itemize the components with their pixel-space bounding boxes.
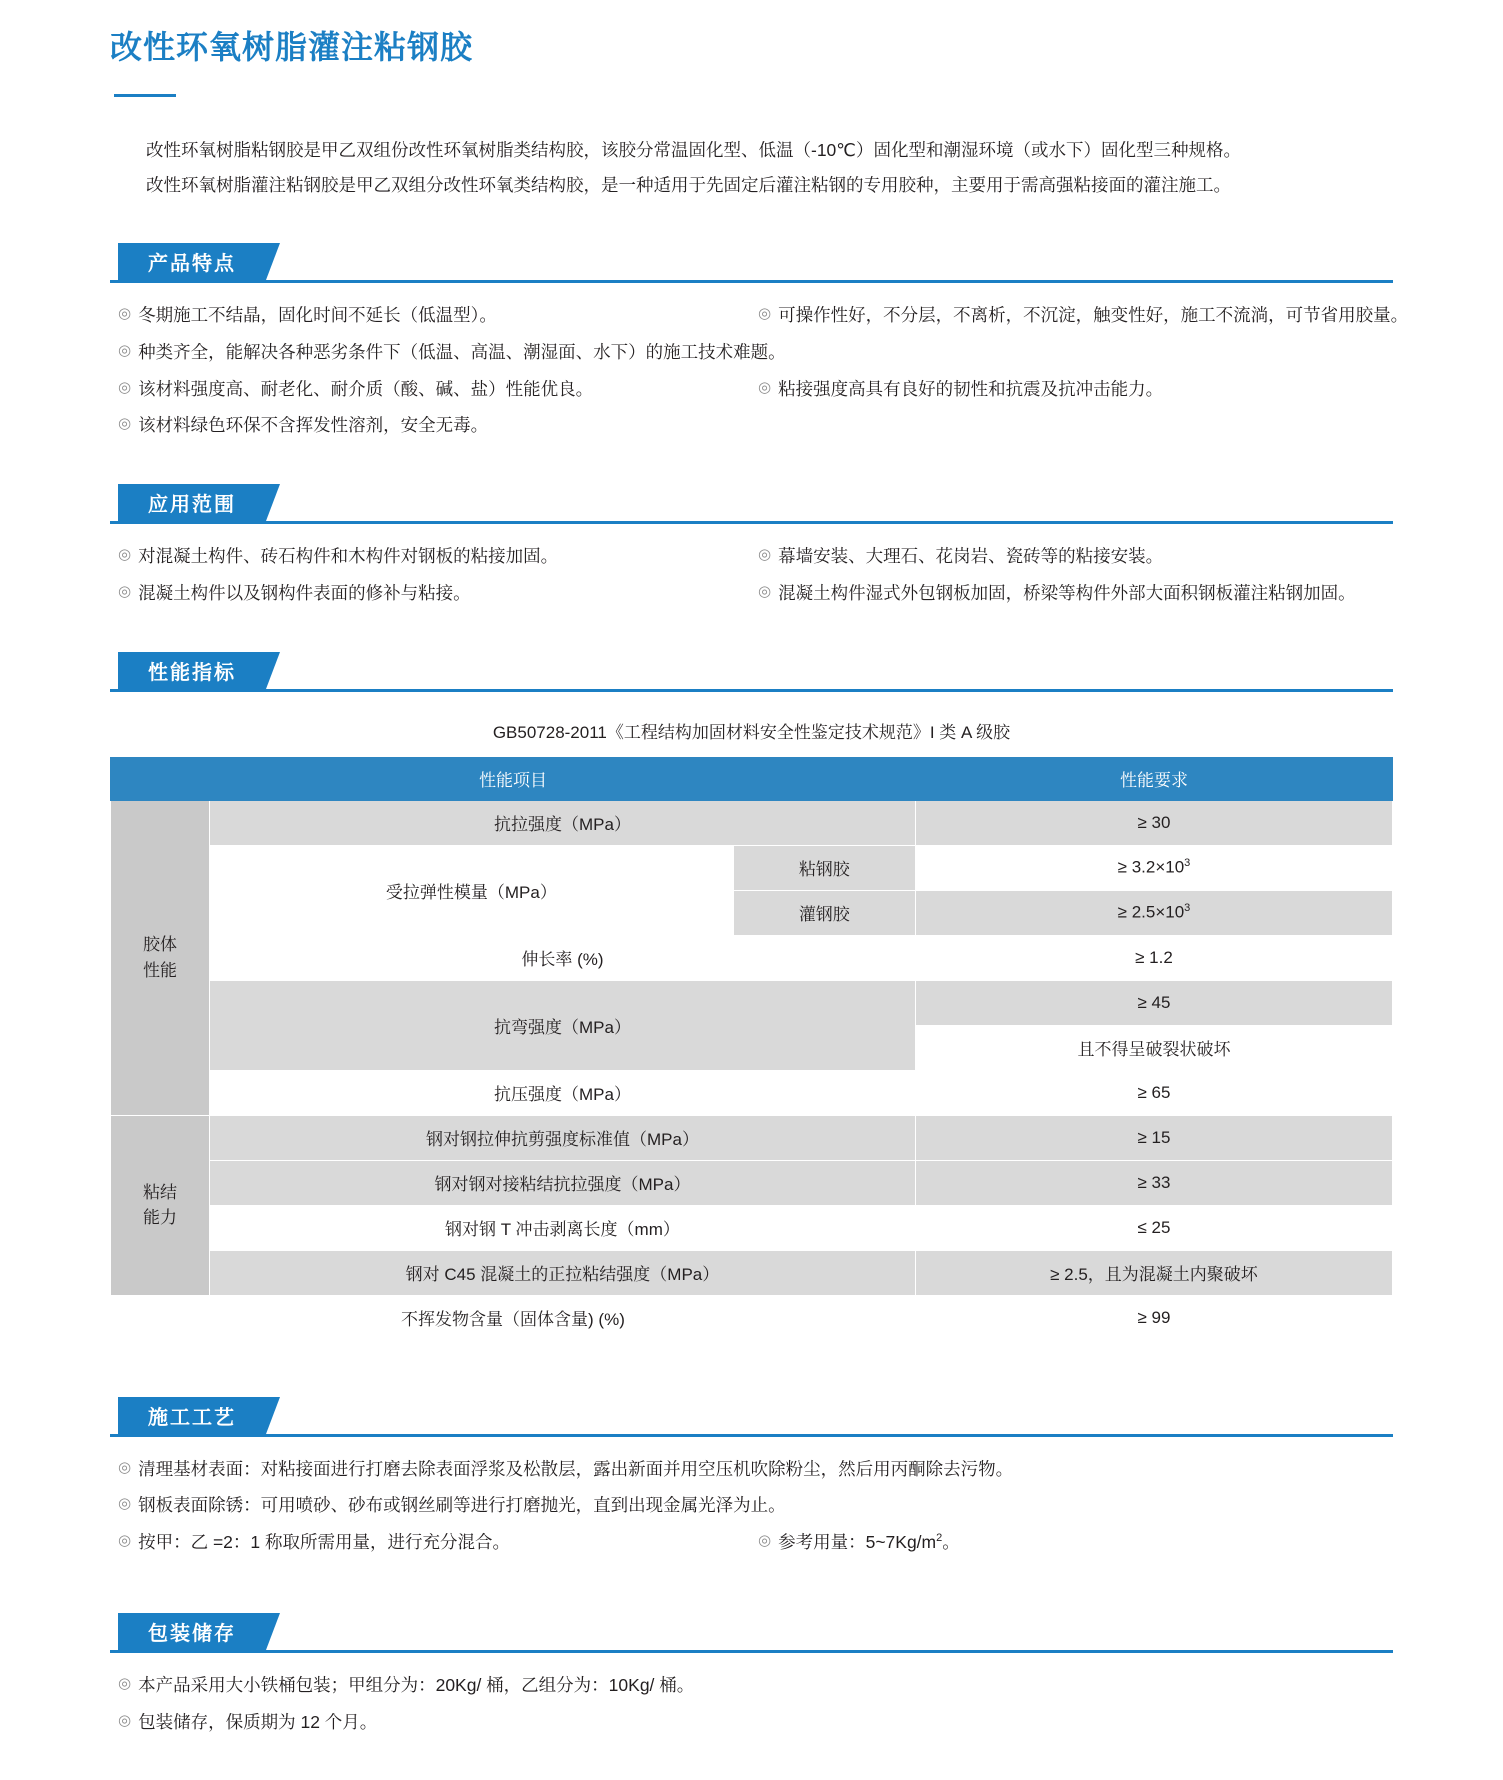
process-text: 清理基材表面：对粘接面进行打磨去除表面浮浆及松散层，露出新面并用空压机吹除粉尘，然后用丙酮除去污物。 xyxy=(138,1458,1014,1479)
bullet-icon: ◎ xyxy=(118,546,132,563)
table-row xyxy=(111,935,1393,980)
section-underline xyxy=(110,1434,1393,1437)
cell-item: 钢对钢对接粘结抗拉强度（MPa） xyxy=(210,1160,916,1205)
standard-reference: GB50728-2011《工程结构加固材料安全性鉴定技术规范》I 类 A 级胶 xyxy=(492,722,1011,742)
feature-text: 冬期施工不结晶，固化时间不延长（低温型）。 xyxy=(138,305,497,325)
feature-text: 可操作性好，不分层，不离析，不沉淀，触变性好，施工不流淌，可节省用胶量。 xyxy=(778,305,1409,325)
packaging-text: 包装储存，保质期为 12 个月。 xyxy=(138,1711,378,1732)
column-header-item: 性能项目 xyxy=(111,757,916,800)
performance-table xyxy=(110,757,1393,1341)
section-header-performance xyxy=(110,652,1393,692)
bullet-icon: ◎ xyxy=(118,305,132,322)
list-item xyxy=(118,1451,1393,1488)
bullet-icon: ◎ xyxy=(118,1711,132,1729)
packaging-text: 本产品采用大小铁桶包装；甲组分为：20Kg/ 桶，乙组分为：10Kg/ 桶。 xyxy=(138,1674,695,1695)
cell-item: 钢对 C45 混凝土的正拉粘结强度（MPa） xyxy=(210,1250,916,1295)
process-list xyxy=(110,1451,1393,1561)
cell-item: 不挥发物含量（固体含量) (%) xyxy=(111,1295,916,1340)
table-row xyxy=(111,1070,1393,1115)
cell-item: 伸长率 (%) xyxy=(210,935,916,980)
cell-value: ≥ 1.2 xyxy=(915,935,1392,980)
cell-subitem: 粘钢胶 xyxy=(733,845,915,890)
bullet-icon: ◎ xyxy=(118,1532,132,1549)
feature-bullet xyxy=(118,297,758,334)
bullet-icon: ◎ xyxy=(118,378,132,396)
section-header-packaging xyxy=(110,1613,1393,1653)
application-bullet xyxy=(758,575,1356,612)
list-item xyxy=(118,1704,1393,1741)
cell-value: ≥ 2.5，且为混凝土内聚破坏 xyxy=(915,1250,1392,1295)
process-text: 按甲：乙 =2：1 称取所需用量，进行充分混合。 xyxy=(138,1532,511,1552)
bullet-icon: ◎ xyxy=(118,415,132,433)
application-bullet xyxy=(758,538,1163,575)
cell-value: ≤ 25 xyxy=(915,1205,1392,1250)
row-group-label-adhesive: 胶体 性能 xyxy=(111,800,210,1115)
section-title-features: 产品特点 xyxy=(118,243,266,280)
process-bullet xyxy=(118,1487,786,1524)
table-row xyxy=(111,1115,1393,1160)
packaging-bullet xyxy=(118,1704,377,1741)
cell-value: ≥ 33 xyxy=(915,1160,1392,1205)
section-underline xyxy=(110,1650,1393,1653)
process-bullet xyxy=(118,1451,1013,1488)
bullet-icon: ◎ xyxy=(758,1532,772,1549)
feature-text: 种类齐全，能解决各种恶劣条件下（低温、高温、潮湿面、水下）的施工技术难题。 xyxy=(138,341,786,362)
cell-item: 受拉弹性模量（MPa） xyxy=(210,845,734,935)
application-list xyxy=(110,538,1393,612)
list-item xyxy=(118,1487,1393,1524)
cell-value: ≥ $2.5\times 10^3$ xyxy=(915,890,1392,935)
intro-paragraphs xyxy=(110,133,1393,203)
bullet-icon: ◎ xyxy=(118,341,132,359)
list-item xyxy=(118,575,1393,612)
column-header-value: 性能要求 xyxy=(915,757,1392,800)
cell-value: ≥ 15 xyxy=(915,1115,1392,1160)
cell-value: ≥ 30 xyxy=(915,800,1392,845)
feature-text: 该材料绿色环保不含挥发性溶剂，安全无毒。 xyxy=(138,415,489,436)
feature-bullet xyxy=(758,371,1163,408)
table-row xyxy=(111,980,1393,1025)
section-underline xyxy=(110,280,1393,283)
cell-value: ≥ 45 xyxy=(915,980,1392,1025)
cell-item: 钢对钢 T 冲击剥离长度（mm） xyxy=(210,1205,916,1250)
cell-item: 抗压强度（MPa） xyxy=(210,1070,916,1115)
packaging-list xyxy=(110,1667,1393,1741)
feature-text: 粘接强度高具有良好的韧性和抗震及抗冲击能力。 xyxy=(778,378,1164,399)
list-item xyxy=(118,1524,1393,1561)
table-header-row xyxy=(111,757,1393,800)
table-header xyxy=(111,757,1393,800)
title-divider xyxy=(114,94,176,97)
feature-bullet xyxy=(118,334,786,371)
section-title-performance: 性能指标 xyxy=(118,652,266,689)
table-row xyxy=(111,1205,1393,1250)
application-text: 对混凝土构件、砖石构件和木构件对钢板的粘接加固。 xyxy=(138,546,559,566)
list-item xyxy=(118,538,1393,575)
application-text: 混凝土构件湿式外包钢板加固，桥梁等构件外部大面积钢板灌注粘钢加固。 xyxy=(778,582,1356,603)
bullet-icon: ◎ xyxy=(118,582,132,600)
bullet-icon: ◎ xyxy=(118,1674,132,1692)
section-header-application xyxy=(110,484,1393,524)
section-header-features xyxy=(110,243,1393,283)
cell-item: 钢对钢拉伸抗剪强度标准值（MPa） xyxy=(210,1115,916,1160)
section-title-process: 施工工艺 xyxy=(118,1397,266,1434)
application-bullet xyxy=(118,575,758,612)
application-bullet xyxy=(118,538,758,575)
list-item xyxy=(118,371,1393,408)
process-bullet xyxy=(758,1524,960,1561)
table-row xyxy=(111,1160,1393,1205)
page-title: 改性环氧树脂灌注粘钢胶 xyxy=(110,29,474,65)
application-text: 混凝土构件以及钢构件表面的修补与粘接。 xyxy=(138,582,471,603)
bullet-icon: ◎ xyxy=(758,378,772,396)
cell-value: ≥ 65 xyxy=(915,1070,1392,1115)
feature-bullet xyxy=(118,371,758,408)
feature-bullet xyxy=(758,297,1408,334)
list-item xyxy=(118,1667,1393,1704)
process-dosage-text: 参考用量：$5\sim 7Kg/m^2$。 xyxy=(778,1532,960,1552)
cell-value: 且不得呈破裂状破坏 xyxy=(915,1025,1392,1070)
packaging-bullet xyxy=(118,1667,694,1704)
list-item xyxy=(118,297,1409,334)
cell-subitem: 灌钢胶 xyxy=(733,890,915,935)
cell-value: ≥ $3.2\times 10^3$ xyxy=(915,845,1392,890)
feature-text: 该材料强度高、耐老化、耐介质（酸、碱、盐）性能优良。 xyxy=(138,378,594,399)
table-body xyxy=(111,800,1393,1340)
table-row xyxy=(111,1295,1393,1340)
intro-line-1: 改性环氧树脂粘钢胶是甲乙双组份改性环氧树脂类结构胶，该胶分常温固化型、低温（-10℃）固化型和潮湿环境（或水下）固化型三种规格。 xyxy=(146,140,1241,160)
section-header-process xyxy=(110,1397,1393,1437)
table-row xyxy=(111,800,1393,845)
cell-item: 抗弯强度（MPa） xyxy=(210,980,916,1070)
process-text: 钢板表面除锈：可用喷砂、砂布或钢丝刷等进行打磨抛光，直到出现金属光泽为止。 xyxy=(138,1495,786,1516)
section-title-packaging: 包装储存 xyxy=(118,1613,266,1650)
cell-value: ≥ 99 xyxy=(915,1295,1392,1340)
process-bullet xyxy=(118,1524,758,1561)
table-row xyxy=(111,845,1393,890)
features-list xyxy=(110,297,1409,444)
list-item xyxy=(118,334,1393,371)
bullet-icon: ◎ xyxy=(758,546,772,563)
section-underline xyxy=(110,689,1393,692)
section-title-application: 应用范围 xyxy=(118,484,266,521)
section-underline xyxy=(110,521,1393,524)
intro-line-2: 改性环氧树脂灌注粘钢胶是甲乙双组分改性环氧类结构胶，是一种适用于先固定后灌注粘钢的专用胶种，主要用于需高强粘接面的灌注施工。 xyxy=(146,175,1231,195)
table-row xyxy=(111,1250,1393,1295)
application-text: 幕墙安装、大理石、花岗岩、瓷砖等的粘接安装。 xyxy=(778,546,1164,566)
bullet-icon: ◎ xyxy=(758,582,772,600)
cell-item: 抗拉强度（MPa） xyxy=(210,800,916,845)
bullet-icon: ◎ xyxy=(118,1495,132,1513)
list-item xyxy=(118,407,1393,444)
row-group-label-bonding: 粘结 能力 xyxy=(111,1115,210,1295)
bullet-icon: ◎ xyxy=(758,305,772,322)
feature-bullet xyxy=(118,407,488,444)
bullet-icon: ◎ xyxy=(118,1458,132,1476)
